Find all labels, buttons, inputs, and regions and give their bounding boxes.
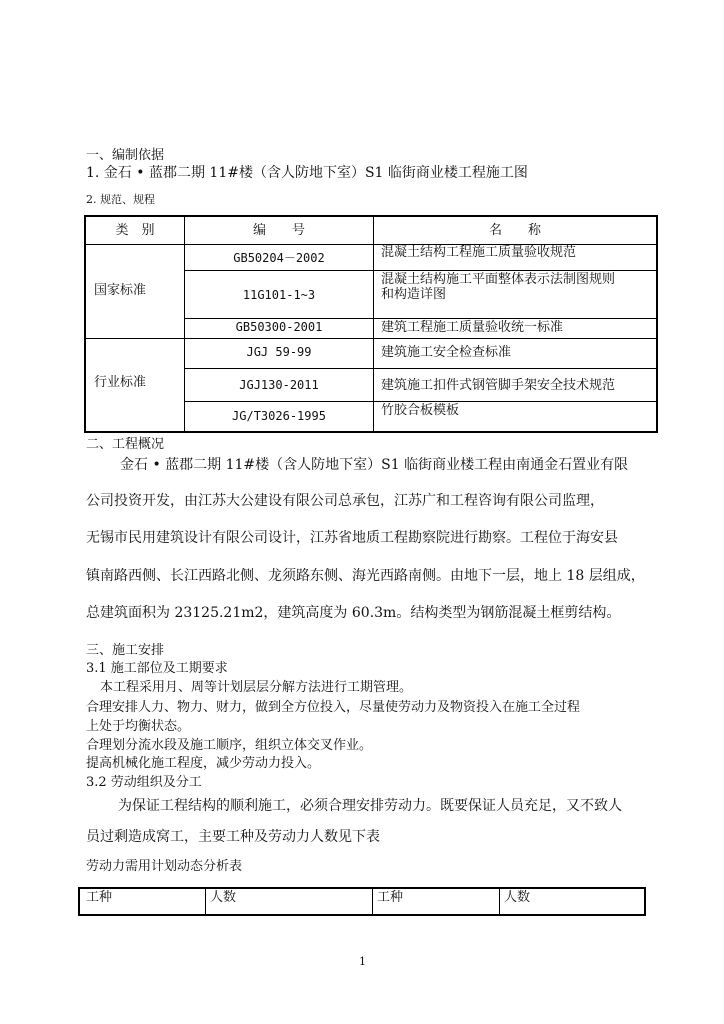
table-row-name: 混凝土结构工程施工质量验收规范 bbox=[381, 245, 577, 260]
category-national: 国家标准 bbox=[94, 283, 147, 298]
labor-header-count: 人数 bbox=[504, 890, 531, 905]
labor-header-trade: 工种 bbox=[377, 890, 404, 905]
schedule-text: 提高机械化施工程度，减少劳动力投入。 bbox=[86, 756, 321, 771]
table-row-name: 建筑施工安全检查标准 bbox=[381, 345, 512, 360]
overview-line: 无锡市民用建筑设计有限公司设计，江苏省地质工程勘察院进行勘察。工程位于海安县 bbox=[86, 530, 618, 546]
labor-header-count: 人数 bbox=[210, 890, 237, 905]
table-row-code: 11G101-1~3 bbox=[242, 288, 316, 302]
overview-line: 金石 • 蓝郡二期 11#楼（含人防地下室）S1 临街商业楼工程由南通金石置业有限 bbox=[120, 457, 629, 473]
table-row-name: 建筑工程施工质量验收统一标准 bbox=[381, 320, 564, 335]
overview-line: 镇南路西侧、长江西路北侧、龙须路东侧、海光西路南侧。由地下一层，地上 18 层组成， bbox=[86, 568, 645, 584]
table-row-code: JGJ130-2011 bbox=[239, 378, 319, 392]
table-row-name: 混凝土结构施工平面整体表示法制图规则 bbox=[381, 272, 616, 287]
schedule-text: 上处于均衡状态。 bbox=[86, 719, 191, 734]
category-industry: 行业标准 bbox=[94, 375, 147, 390]
subsection-heading-labor: 3.2 劳动组织及分工 bbox=[86, 775, 202, 790]
schedule-text: 合理划分流水段及施工顺序，组织立体交叉作业。 bbox=[86, 738, 373, 753]
labor-header-trade: 工种 bbox=[86, 890, 113, 905]
header-code: 编 号 bbox=[252, 223, 305, 238]
table-row-name-cont: 和构造详图 bbox=[381, 287, 447, 302]
table-row-name: 竹胶合板模板 bbox=[381, 403, 460, 418]
schedule-text: 合理安排人力、物力、财力，做到全方位投入，尽量使劳动力及物资投入在施工全过程 bbox=[86, 700, 581, 715]
table-row-code: GB50300-2001 bbox=[235, 320, 323, 334]
table-row-code: JGJ 59-99 bbox=[246, 345, 312, 359]
labor-table-title: 劳动力需用计划动态分析表 bbox=[86, 859, 243, 874]
table-row-code: GB50204－2002 bbox=[233, 251, 325, 265]
section-heading-basis: 一、编制依据 bbox=[86, 148, 165, 163]
table-row-code: JG/T3026-1995 bbox=[232, 409, 326, 423]
subsection-heading-schedule: 3.1 施工部位及工期要求 bbox=[86, 661, 228, 676]
table-row-name: 建筑施工扣件式钢管脚手架安全技术规范 bbox=[381, 378, 616, 393]
section-heading-arrangement: 三、施工安排 bbox=[86, 643, 165, 658]
drawing-reference: 1. 金石 • 蓝郡二期 11#楼（含人防地下室）S1 临街商业楼工程施工图 bbox=[86, 165, 528, 181]
page-number: 1 bbox=[359, 955, 366, 968]
header-category: 类 别 bbox=[115, 223, 155, 238]
overview-line: 总建筑面积为 23125.21m2，建筑高度为 60.3m。结构类型为钢筋混凝土框剪结构。 bbox=[86, 605, 621, 621]
standards-subheading: 2. 规范、规程 bbox=[86, 193, 155, 206]
labor-text: 为保证工程结构的顺利施工，必须合理安排劳动力。既要保证人员充足，又不致人 bbox=[118, 798, 622, 814]
overview-line: 公司投资开发，由江苏大公建设有限公司总承包，江苏广和工程咨询有限公司监理， bbox=[86, 493, 604, 509]
labor-text: 员过剩造成窝工，主要工种及劳动力人数见下表 bbox=[86, 829, 380, 845]
schedule-text: 本工程采用月、周等计划层层分解方法进行工期管理。 bbox=[100, 680, 413, 695]
section-heading-overview: 二、工程概况 bbox=[86, 437, 165, 452]
header-name: 名 称 bbox=[488, 223, 541, 238]
